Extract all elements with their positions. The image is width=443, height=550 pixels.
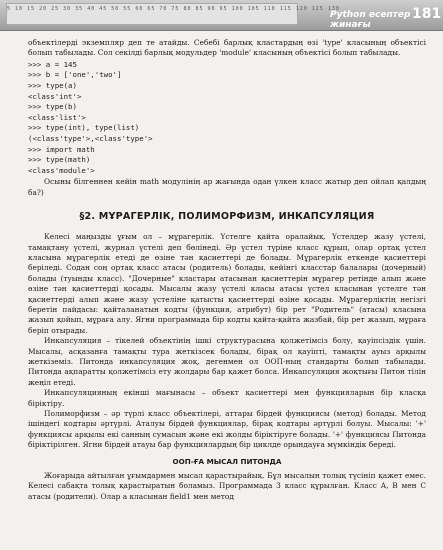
example-paragraph: Жоғарыда айтылған ұғымдармен мысал қарастырайық. Бұл мысалын толық түсініп қажет емес. Келесі сабақта толық қарастыратын боламыз. Программада 3 класс құрылған. Класс A, В мен С атасы (родители). Олар а класынан field1 мен метод — [28, 470, 426, 501]
code-line: >>> b = ['one','two'] — [28, 70, 122, 80]
code-line: >>> a = 145 — [28, 59, 77, 69]
code-block — [28, 60, 426, 177]
section-title: §2. МҰРАГЕРЛІК, ПОЛИМОРФИЗМ, ИНКАПСУЛЯЦИЯ — [79, 211, 375, 223]
after-code-paragraph: Осыны білгеннен кейін math модулінің ар жағында одан үлкен класс жатыр деп ойлап қалдың ба?) — [28, 177, 426, 197]
code-line: >>> type(a) — [28, 81, 77, 90]
inheritance-paragraph: Келесі маңызды ұғым ол – мұрагерлік. Үстелге қайта оралайық. Үстелдер жазу үстелі, тамақтану үстелі, журнал үстелі деп бөлінеді. Әр үстел түріне класс құрып, олар ортақ үстел класына мұрагерлік етеді де өзіне тән қасиеттері де болады. Мұрагерлік еткенде қасиеттері беріледі. Содан соң ортақ класс атасы (родитель) болады, кейінгі класстар балалары (дочерный) болады (туынды класс). "Дочерные" кластары атасынан қасиеттерін мұрагер ретінде алып және өзіне тән қасиеттерді қосады. Мысалы жазу үстелі класы атасы үстел класынан үстелге тән қасиеттерді алып және жазу үстеліне қатысты қасиеттерді өзіне қосады. Мұрагерліктің негізгі беретін пайдасы: қайталанатын кодты (функция, атрибут) бір рет "Родитель" (атасы) класына жазып қойып, мұраға алу. Ягни программада бір кодты қайта-қайта жазбай, бір рет жазып, мұраға беріп отырады. — [28, 232, 426, 335]
code-line: >>> type(b) — [28, 102, 77, 112]
ruler-strip: 5 10 15 20 25 30 35 40 45 50 55 60 65 70 75 80 85 90 95 100 105 110 115 120 125 130 — [6, 3, 298, 25]
code-line: <class'module'> — [28, 165, 95, 175]
book-title: Python есептер жинағы — [330, 10, 411, 30]
code-line: <class'list'> — [28, 112, 86, 122]
page-header-bar — [0, 0, 443, 31]
page-number: 181 — [412, 6, 442, 22]
encapsulation-paragraph: Инкапсуляция – тікелей объектінің ішкі структурасына қолжетімсіз болу, қауіпсіздік үшін. Мысалы, асқазанға тамақты тура жеткізсек болады, бірақ ол қауіпті, тамақты ауыз арқылы жеткіземіз. Питонда инкапсуляция жоқ, дегенмен ол ООП-ның стандарты болып табылады. Питонда ақпаратты қолжетімсіз ету жолдары бар қажет болса. Инкапсуляция жоқтығы Питон тілін жеңіл етеді. — [28, 336, 426, 387]
intro-paragraph: объектілерді экземпляр деп те атайды. Себебі барлық кластардың өзі 'type' класының объектісі болып табылады. Сол секілді барлық модульдер 'module' класының объектісі болып табылады. — [28, 38, 426, 58]
code-line: >>> import math — [28, 144, 95, 154]
subsection-title: ООП-ҒА МЫСАЛ ПИТОНДА — [172, 456, 282, 466]
encapsulation-meaning-paragraph: Инкапсуляцияның екінші мағынасы – объект қасиеттері мен функцияларын бір класқа біріктіру. — [28, 388, 426, 408]
page-content — [28, 38, 426, 502]
code-line: (<class'type'>,<class'type'> — [28, 133, 153, 143]
code-line: >>> type(math) — [28, 155, 91, 165]
polymorphism-paragraph: Полиморфизм – әр түрлі класс объектілері, аттары бірдей функциясы (метод) болады. Метод ішіндегі кодтары әртүрлі. Аталуы бірдей функциялар, бірақ кодтары әртүрлі болуы. Мысалы: '+' функциясы арқылы екі санның сумасын және екі жолды біріктіруге болады. '+' функциясы Питонда біріктірілген. Ягни бірдей атауы бар функциялардың бір циклде орындауға мүмкіндік береді. — [28, 409, 426, 450]
code-line: >>> type(int), type(list) — [28, 123, 140, 133]
code-line: <class'int'> — [28, 91, 82, 101]
